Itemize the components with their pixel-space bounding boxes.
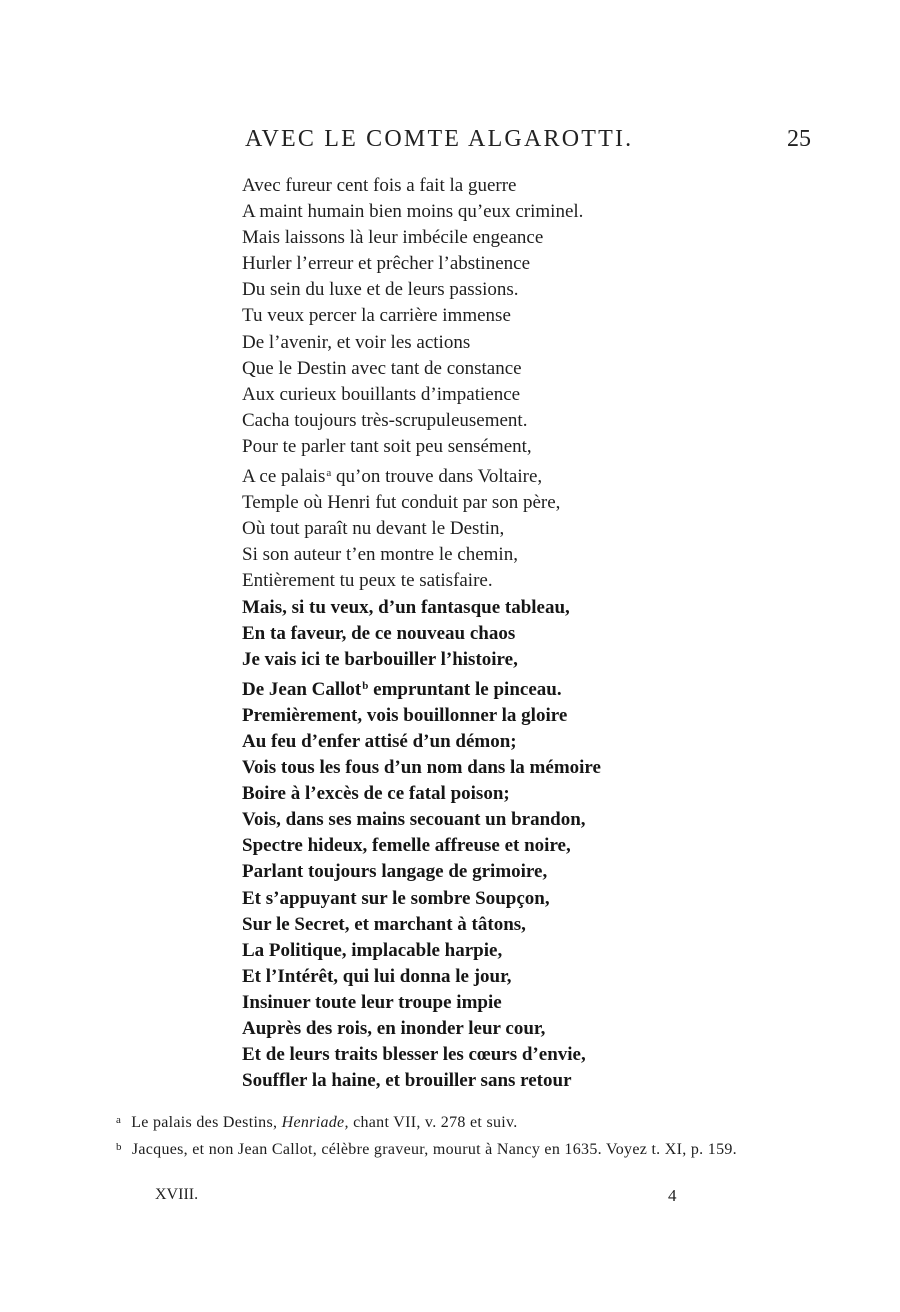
verse-line: Au feu d’enfer attisé d’un démon; [242,730,517,752]
page-number: 25 [787,126,811,152]
verse-line: Entièrement tu peux te satisfaire. [242,570,493,592]
verse-line [242,673,702,703]
footnote-reference: a [326,467,332,480]
verse-text: De Jean Callot [242,678,362,700]
footnote-text: Le palais des Destins, [131,1114,282,1131]
verse-line: Et l’Intérêt, qui lui donna le jour, [242,965,512,987]
signature-number: 4 [668,1186,677,1205]
verse-line: Où tout paraît nu devant le Destin, [242,518,505,540]
poem-body [242,173,702,1094]
verse-line: A maint humain bien moins qu’eux criminel. [242,201,584,223]
verse-line: Et de leurs traits blesser les cœurs d’envie, [242,1044,586,1066]
verse-text: A ce palais [242,466,326,488]
verse-text: qu’on trouve dans Voltaire, [331,466,543,488]
footnote-mark: a [116,1114,122,1126]
verse-line: Sur le Secret, et marchant à tâtons, [242,913,526,935]
verse-line: Parlant toujours langage de grimoire, [242,861,548,883]
footnote-mark: b [116,1141,122,1153]
footnote-text: chant VII, v. 278 et suiv. [348,1114,518,1131]
footnotes [90,1108,820,1162]
running-head: AVEC LE COMTE ALGAROTTI. [245,126,634,152]
verse-line: Tu veux percer la carrière immense [242,305,511,327]
verse-line: Du sein du luxe et de leurs passions. [242,279,519,301]
verse-text: empruntant le pinceau. [368,678,562,700]
verse-line: Aux curieux bouillants d’impatience [242,383,521,405]
verse-line: Auprès des rois, en inonder leur cour, [242,1018,546,1039]
verse-line: Insinuer toute leur troupe impie [242,991,502,1013]
verse-line [242,460,702,490]
verse-line: Spectre hideux, femelle affreuse et noire, [242,835,571,857]
verse-line: Premièrement, vois bouillonner la gloire [242,704,568,726]
verse-line: Vois tous les fous d’un nom dans la mémoire [242,757,601,779]
signature-volume: XVIII. [155,1186,199,1203]
footnote-title: Henriade, [281,1114,349,1131]
verse-line: En ta faveur, de ce nouveau chaos [242,622,516,644]
footnote [90,1108,820,1135]
verse-line: Je vais ici te barbouiller l’histoire, [242,648,518,670]
verse-line: Si son auteur t’en montre le chemin, [242,544,518,566]
verse-line: Que le Destin avec tant de constance [242,357,522,379]
verse-line: Cacha toujours très-scrupuleusement. [242,409,528,431]
footnote-reference: b [362,679,369,692]
verse-line: Pour te parler tant soit peu sensément, [242,435,532,457]
verse-line: Souffler la haine, et brouiller sans retour [242,1070,572,1092]
verse-line: Mais laissons là leur imbécile engeance [242,227,544,249]
verse-line: Temple où Henri fut conduit par son père, [242,492,561,514]
verse-line: Avec fureur cent fois a fait la guerre [242,175,517,196]
verse-line: De l’avenir, et voir les actions [242,331,471,353]
verse-line: Hurler l’erreur et prêcher l’abstinence [242,253,530,275]
footnote-text: Jacques, et non Jean Callot, célèbre graveur, mourut à Nancy en 1635. Voyez t. XI, p. 159. [131,1141,737,1158]
verse-line: Vois, dans ses mains secouant un brandon, [242,809,586,831]
verse-line: La Politique, implacable harpie, [242,939,503,961]
verse-line: Et s’appuyant sur le sombre Soupçon, [242,887,550,909]
verse-line: Boire à l’excès de ce fatal poison; [242,783,510,805]
verse-line: Mais, si tu veux, d’un fantasque tableau, [242,596,570,618]
footnote [90,1135,820,1162]
